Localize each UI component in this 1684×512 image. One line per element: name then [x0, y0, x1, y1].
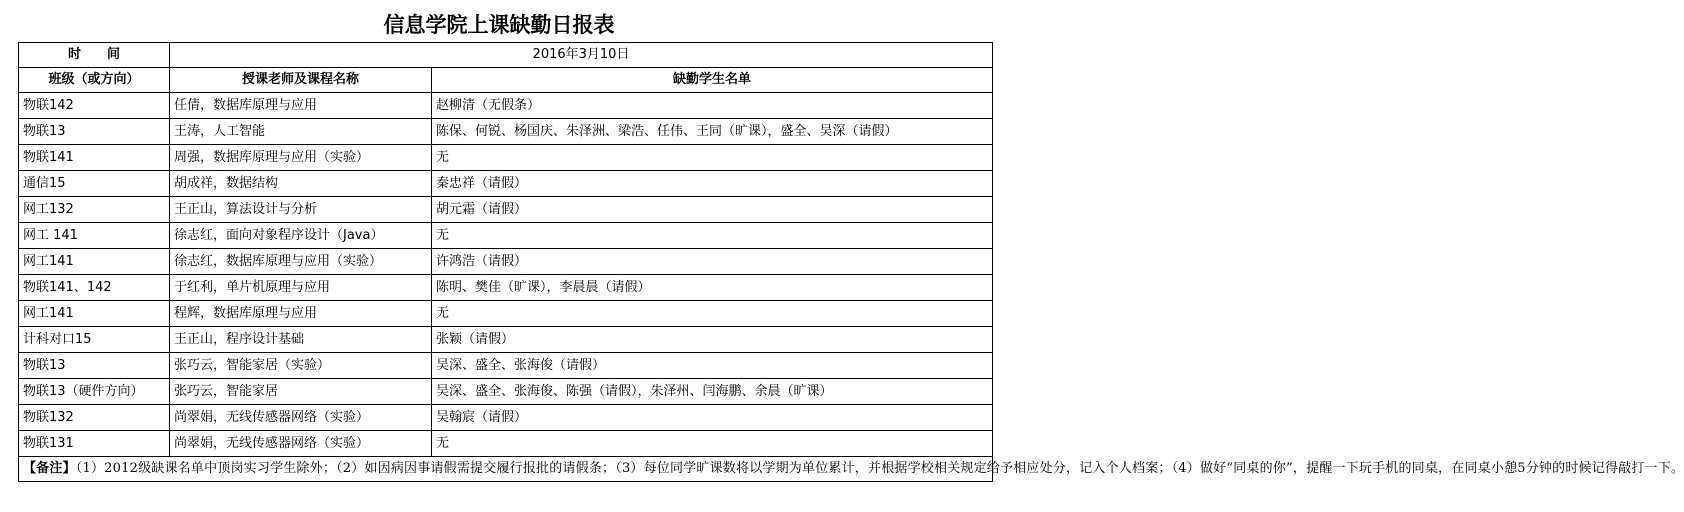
table-row: [19, 249, 993, 275]
header-teacher-course: 授课老师及课程名称: [170, 68, 432, 93]
table-row: [19, 93, 993, 119]
row-class-cell: 物联131: [19, 431, 170, 457]
header-absent: 缺勤学生名单: [432, 68, 993, 93]
row-class-cell: 网工141: [19, 301, 170, 327]
row-absent-cell: 陈明、樊佳（旷课），李晨晨（请假）: [432, 275, 993, 301]
table-row: [19, 171, 993, 197]
row-absent-cell: 吴翰宸（请假）: [432, 405, 993, 431]
header-row: [19, 68, 993, 93]
row-class-cell: 物联141: [19, 145, 170, 171]
row-absent-cell: 陈保、何锐、杨国庆、朱泽洲、梁浩、任伟、王同（旷课），盛全、吴深（请假）: [432, 119, 993, 145]
table-row: [19, 405, 993, 431]
row-teacher-course-cell: 王正山，算法设计与分析: [170, 197, 432, 223]
row-class-cell: 计科对口15: [19, 327, 170, 353]
note-label: 【备注】: [23, 461, 76, 476]
row-teacher-course-cell: 尚翠娟，无线传感器网络（实验）: [170, 405, 432, 431]
row-absent-cell: 许鸿浩（请假）: [432, 249, 993, 275]
row-class-cell: 网工132: [19, 197, 170, 223]
row-teacher-course-cell: 胡成祥，数据结构: [170, 171, 432, 197]
row-teacher-course-cell: 尚翠娟，无线传感器网络（实验）: [170, 431, 432, 457]
row-teacher-course-cell: 张巧云，智能家居: [170, 379, 432, 405]
row-class-cell: 物联13: [19, 119, 170, 145]
table-row: [19, 353, 993, 379]
row-class-cell: 物联132: [19, 405, 170, 431]
row-absent-cell: 吴深、盛全、张海俊（请假）: [432, 353, 993, 379]
table-row: [19, 431, 993, 457]
table-row: [19, 379, 993, 405]
row-teacher-course-cell: 张巧云，智能家居（实验）: [170, 353, 432, 379]
table-row: [19, 327, 993, 353]
header-class: 班级（或方向）: [19, 68, 170, 93]
row-teacher-course-cell: 于红利，单片机原理与应用: [170, 275, 432, 301]
note-text: （1）2012级缺课名单中顶岗实习学生除外；（2）如因病因事请假需提交履行报批的请假条；（3）每位同学旷课数将以学期为单位累计，并根据学校相关规定给予相应处分，记入个人档案；（4）做好“同桌的你”，提醒一下玩手机的同桌，在同桌小憩5分钟的时候记得敲打一下。: [75, 461, 1684, 476]
row-teacher-course-cell: 徐志红，数据库原理与应用（实验）: [170, 249, 432, 275]
row-teacher-course-cell: 徐志红，面向对象程序设计（Java）: [170, 223, 432, 249]
absence-table: [18, 42, 1684, 482]
row-class-cell: 物联13: [19, 353, 170, 379]
table-row: [19, 301, 993, 327]
row-absent-cell: 无: [432, 223, 993, 249]
row-class-cell: 物联13（硬件方向）: [19, 379, 170, 405]
report-title: 信息学院上课缺勤日报表: [383, 12, 615, 37]
row-class-cell: 网工 141: [19, 223, 170, 249]
table-row: [19, 197, 993, 223]
time-row: [19, 43, 993, 68]
row-absent-cell: 秦忠祥（请假）: [432, 171, 993, 197]
time-label: 时 间: [19, 43, 170, 68]
row-absent-cell: 张颖（请假）: [432, 327, 993, 353]
row-class-cell: 通信15: [19, 171, 170, 197]
row-teacher-course-cell: 程辉，数据库原理与应用: [170, 301, 432, 327]
report-date: 2016年3月10日: [170, 43, 993, 68]
table-row: [19, 223, 993, 249]
note-row: [19, 457, 993, 482]
row-absent-cell: 赵柳清（无假条）: [432, 93, 993, 119]
table-row: [19, 119, 993, 145]
row-class-cell: 网工141: [19, 249, 170, 275]
table-row: [19, 145, 993, 171]
table-row: [19, 275, 993, 301]
row-teacher-course-cell: 王涛，人工智能: [170, 119, 432, 145]
row-absent-cell: 胡元霜（请假）: [432, 197, 993, 223]
row-class-cell: 物联141、142: [19, 275, 170, 301]
row-teacher-course-cell: 王正山，程序设计基础: [170, 327, 432, 353]
row-teacher-course-cell: 任倩，数据库原理与应用: [170, 93, 432, 119]
row-absent-cell: 无: [432, 431, 993, 457]
row-class-cell: 物联142: [19, 93, 170, 119]
row-teacher-course-cell: 周强，数据库原理与应用（实验）: [170, 145, 432, 171]
note-cell: [19, 457, 1684, 482]
row-absent-cell: 无: [432, 145, 993, 171]
row-absent-cell: 吴深、盛全、张海俊、陈强（请假），朱泽州、闫海鹏、余晨（旷课）: [432, 379, 993, 405]
row-absent-cell: 无: [432, 301, 993, 327]
